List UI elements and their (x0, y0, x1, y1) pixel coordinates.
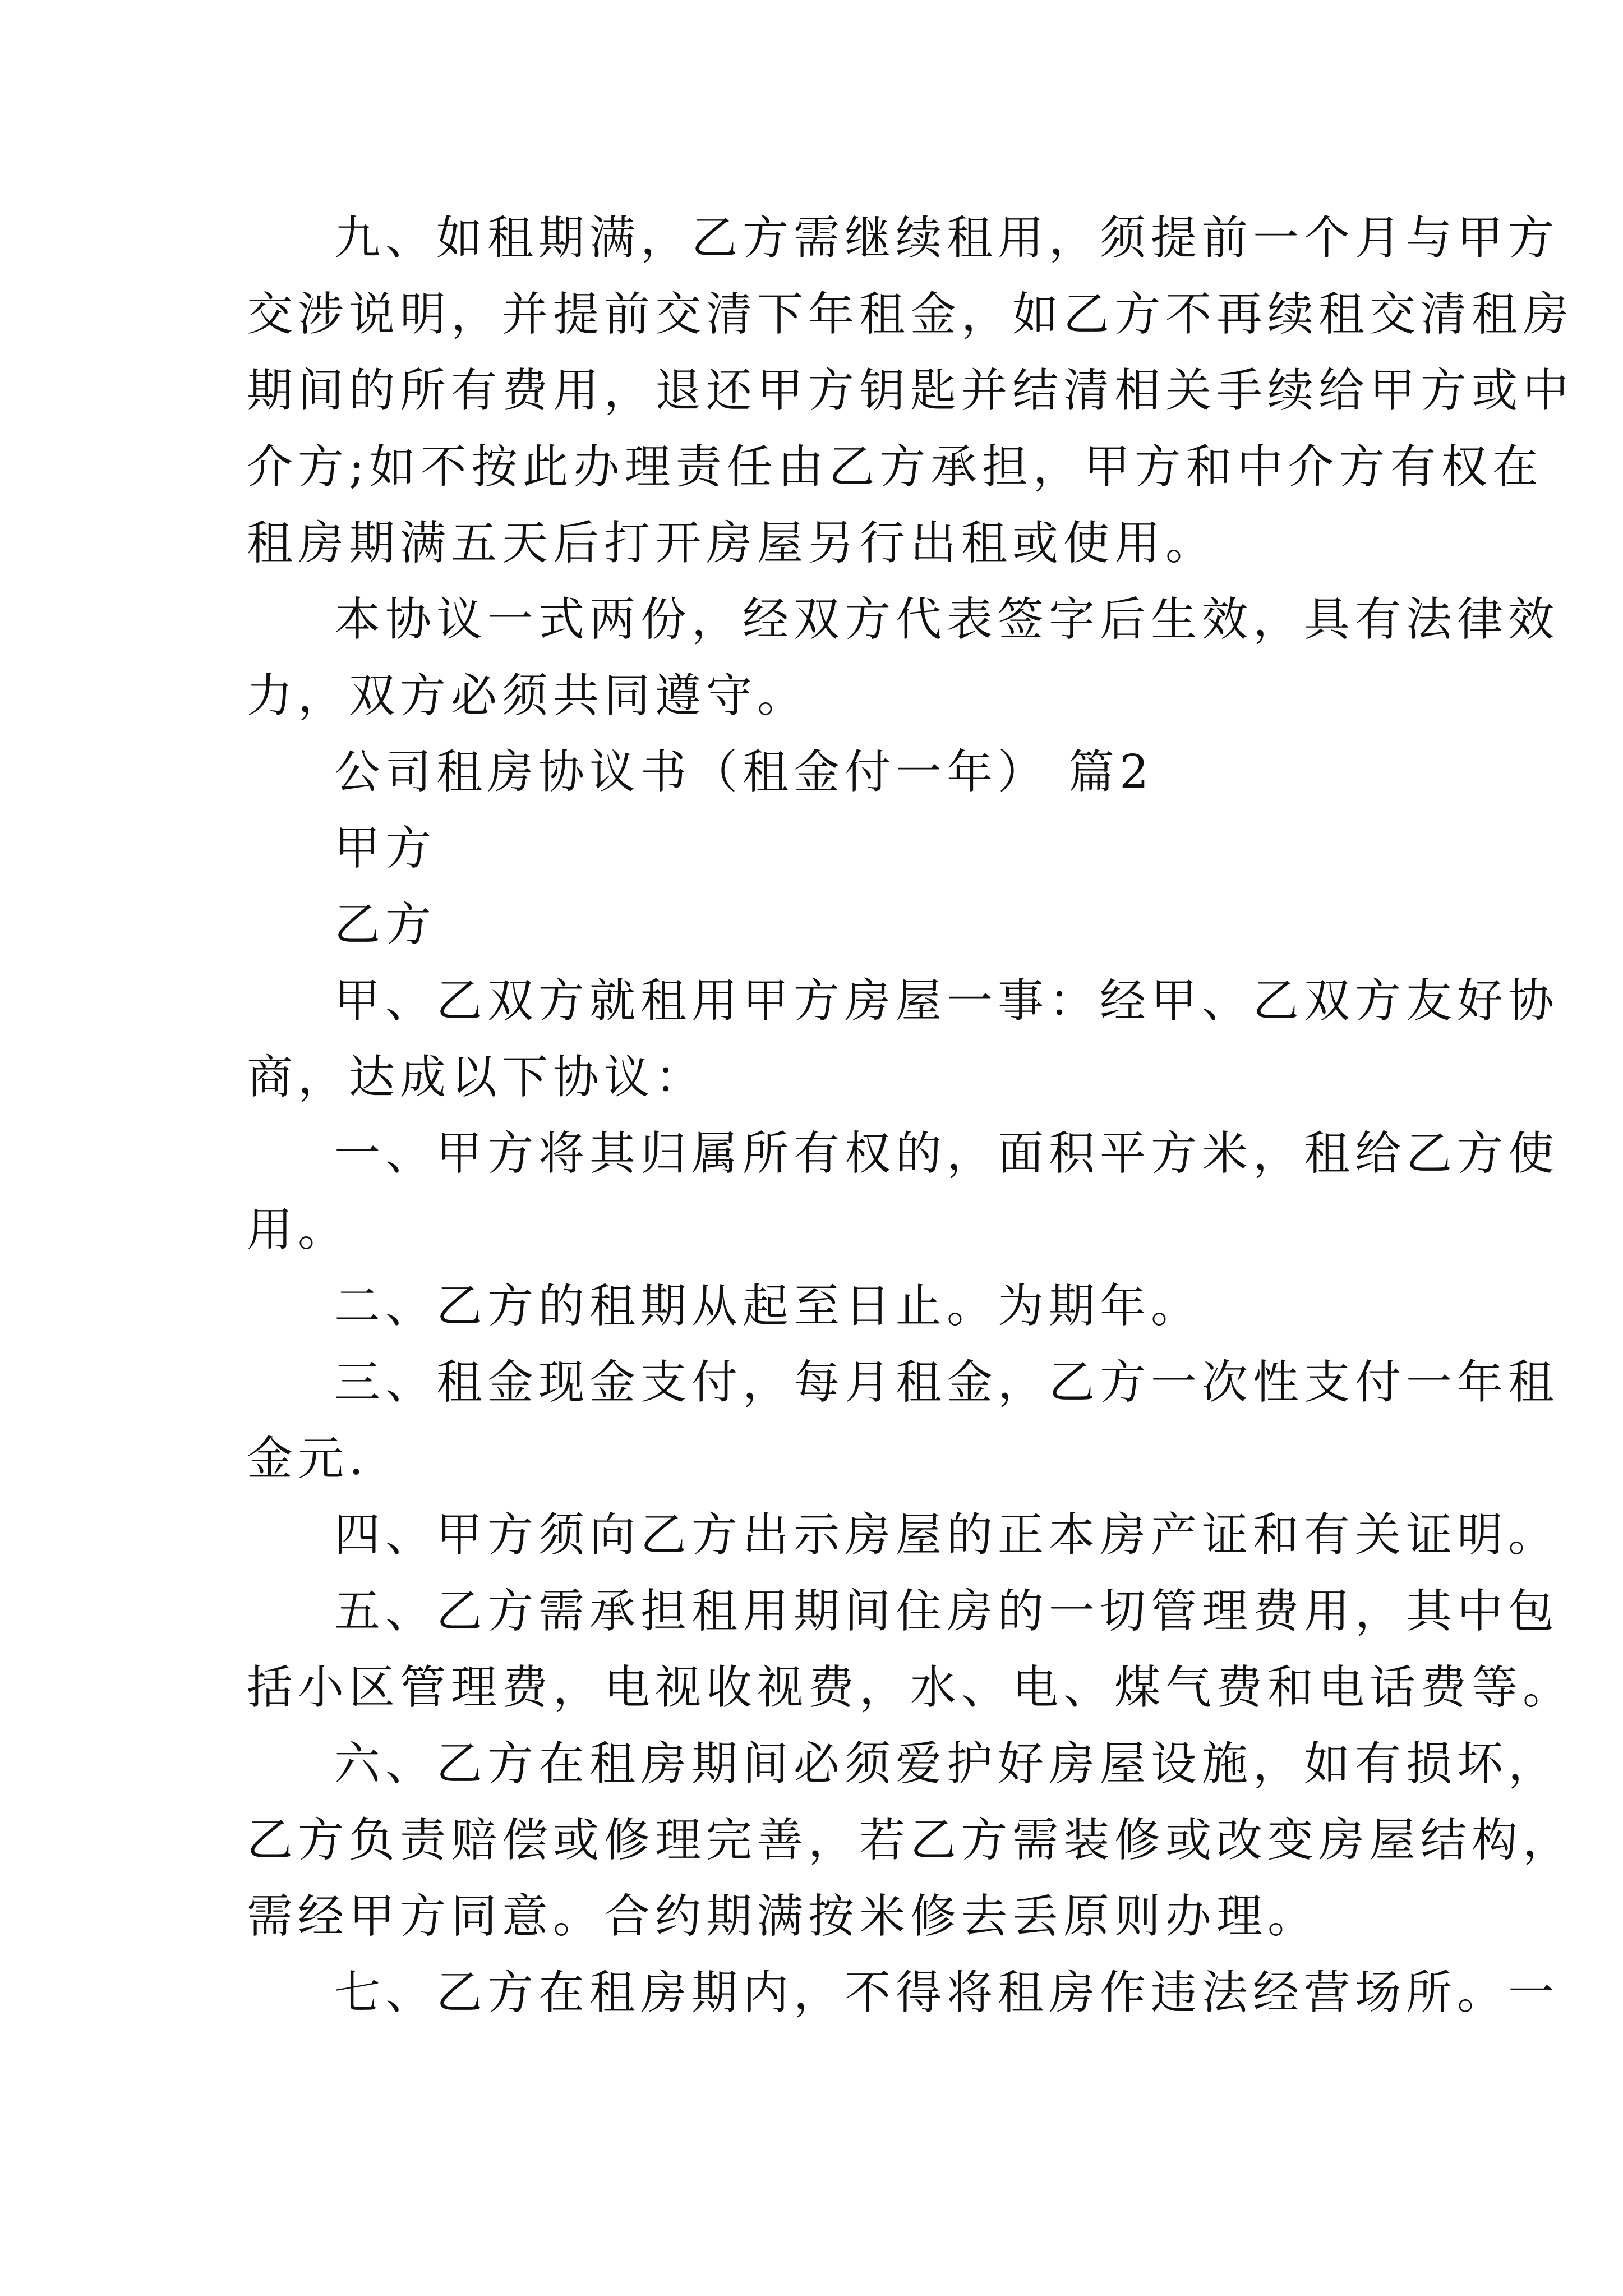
paragraph-line: 租房期满五天后打开房屋另行出租或使用。 (247, 517, 1217, 570)
paragraph-line: 五、乙方需承担租用期间住房的一切管理费用，其中包 (334, 1585, 1560, 1638)
paragraph-line: 一、甲方将其归属所有权的，面积平方米，租给乙方使 (334, 1127, 1560, 1180)
paragraph-line: 乙方负责赔偿或修理完善，若乙方需装修或改变房屋结构， (247, 1814, 1574, 1867)
party-b-label: 乙方 (334, 898, 437, 951)
paragraph-line: 期间的所有费用，退还甲方钥匙并结清相关手续给甲方或中 (247, 364, 1574, 417)
paragraph-line: 金元. (247, 1432, 369, 1485)
paragraph-line: 四、甲方须向乙方出示房屋的正本房产证和有关证明。 (334, 1508, 1560, 1562)
paragraph-line: 力，双方必须共同遵守。 (247, 669, 809, 723)
paragraph-line: 七、乙方在租房期内，不得将租房作违法经营场所。一 (334, 1966, 1560, 2019)
paragraph-line: 需经甲方同意。合约期满按米修去丢原则办理。 (247, 1890, 1319, 1943)
paragraph-line: 用。 (247, 1203, 349, 1257)
paragraph-line: 括小区管理费，电视收视费，水、电、煤气费和电话费等。 (247, 1661, 1574, 1714)
paragraph-line: 三、租金现金支付，每月租金，乙方一次性支付一年租 (334, 1356, 1560, 1409)
paragraph-line: 介方;如不按此办理责任由乙方承担，甲方和中介方有权在 (247, 440, 1543, 494)
section-heading: 公司租房协议书（租金付一年） 篇2 (334, 746, 1154, 799)
paragraph-line: 交涉说明，并提前交清下年租金，如乙方不再续租交清租房 (247, 288, 1574, 341)
paragraph-line: 二、乙方的租期从起至日止。为期年。 (334, 1280, 1202, 1333)
party-a-label: 甲方 (334, 822, 437, 875)
paragraph-line: 商，达成以下协议： (247, 1051, 707, 1104)
paragraph-line: 六、乙方在租房期间必须爱护好房屋设施，如有损坏， (334, 1737, 1560, 1791)
paragraph-line: 本协议一式两份，经双方代表签字后生效，具有法律效 (334, 593, 1560, 646)
paragraph-line: 九、如租期满，乙方需继续租用，须提前一个月与甲方 (334, 211, 1560, 265)
paragraph-line: 甲、乙双方就租用甲方房屋一事：经甲、乙双方友好协 (334, 974, 1560, 1028)
